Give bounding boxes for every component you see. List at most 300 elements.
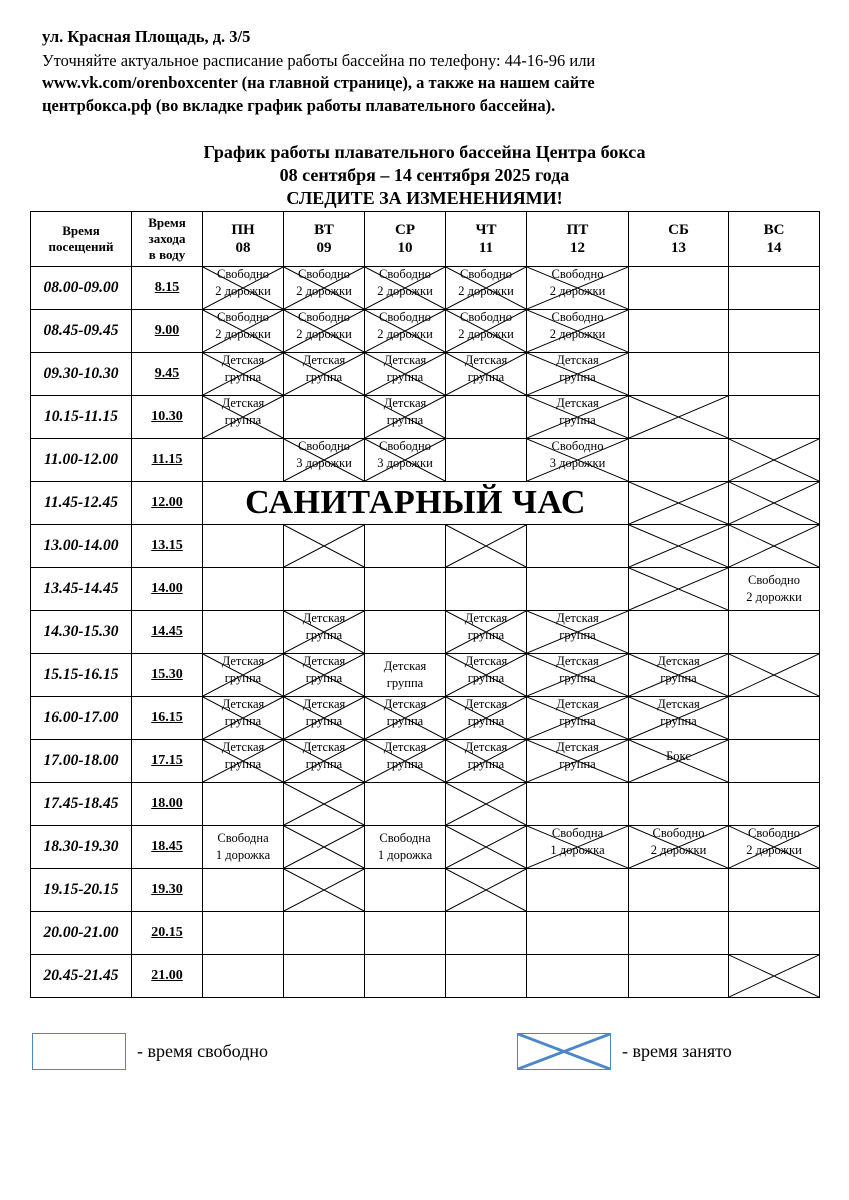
- table-row: [31, 482, 820, 525]
- schedule-cell-sun: [729, 482, 820, 525]
- entry-time-cell: 17.15: [132, 740, 203, 783]
- table-row: [31, 310, 820, 353]
- cell-text-line1: Свободна: [551, 826, 604, 840]
- cross-icon: [629, 396, 728, 438]
- schedule-cell-sun: [729, 912, 820, 955]
- entry-time-cell: 19.30: [132, 869, 203, 912]
- cell-text-line2: группа: [467, 370, 505, 384]
- table-row: [31, 869, 820, 912]
- schedule-cell-mon: [203, 611, 284, 654]
- table-row: [31, 439, 820, 482]
- schedule-cell-thu: [446, 869, 527, 912]
- cell-text-line1: Свободно: [551, 439, 604, 453]
- visit-time-cell: 13.00-14.00: [31, 525, 132, 568]
- entry-time-cell: 8.15: [132, 267, 203, 310]
- cell-text-line2: группа: [559, 370, 596, 384]
- cell-text-line2: группа: [467, 628, 505, 642]
- schedule-cell-tue: [284, 654, 365, 697]
- schedule-cell-wed: [365, 439, 446, 482]
- cell-text-line2: 2 дорожки: [650, 843, 707, 857]
- cell-text-line2: 3 дорожки: [549, 456, 606, 470]
- visit-time-header: Время посещений: [31, 212, 132, 267]
- cross-icon: [629, 568, 728, 610]
- schedule-cell-fri: [527, 740, 629, 783]
- schedule-cell-sat: [629, 482, 729, 525]
- cell-text-line1: Детская: [556, 654, 599, 668]
- cell-text-line2: группа: [386, 757, 424, 771]
- schedule-cell-sat: [629, 267, 729, 310]
- visit-time-cell: 11.45-12.45: [31, 482, 132, 525]
- cell-text-line1: Свободно: [551, 310, 604, 324]
- schedule-cell-fri: [527, 697, 629, 740]
- day-header-sun: ВС 14: [729, 212, 820, 267]
- table-row: [31, 740, 820, 783]
- day-header-wed: СР 10: [365, 212, 446, 267]
- schedule-cell-sun: [729, 353, 820, 396]
- schedule-cell-thu: [446, 396, 527, 439]
- cell-text-line2: группа: [660, 671, 697, 685]
- cross-icon: [629, 482, 728, 524]
- cell-text-line1: Детская: [464, 697, 508, 711]
- cell-text-line2: группа: [305, 628, 343, 642]
- schedule-title: График работы плавательного бассейна Центра бокса: [203, 142, 646, 162]
- schedule-cell-wed: [365, 783, 446, 826]
- schedule-cell-sun: [729, 396, 820, 439]
- schedule-cell-tue: [284, 396, 365, 439]
- cell-text-line1: Детская: [383, 659, 427, 673]
- cell-text-line1: Детская: [221, 697, 265, 711]
- schedule-cell-sun: [729, 310, 820, 353]
- visit-time-cell: 10.15-11.15: [31, 396, 132, 439]
- cell-text-line2: 2 дорожки: [458, 284, 514, 298]
- cell-text-line1: Детская: [464, 611, 508, 625]
- cross-icon: [518, 1034, 610, 1069]
- table-row: [31, 611, 820, 654]
- cell-text-line1: Свободно: [298, 267, 350, 281]
- entry-time-cell: 11.15: [132, 439, 203, 482]
- schedule-cell-thu: [446, 826, 527, 869]
- schedule-cell-thu: [446, 783, 527, 826]
- schedule-cell-mon: [203, 912, 284, 955]
- schedule-cell-sun: [729, 826, 820, 869]
- cross-icon: [729, 654, 819, 696]
- schedule-cell-fri: [527, 525, 629, 568]
- cross-icon: [446, 525, 526, 567]
- cell-text-line2: группа: [305, 370, 343, 384]
- cell-text-line1: Свободно: [652, 826, 705, 840]
- schedule-cell-sat: [629, 525, 729, 568]
- cell-text-line2: группа: [224, 714, 262, 728]
- schedule-cell-tue: [284, 912, 365, 955]
- cell-text-line1: Детская: [383, 353, 427, 367]
- address: ул. Красная Площадь, д. 3/5: [42, 27, 251, 46]
- schedule-cell-sat: [629, 869, 729, 912]
- visit-time-cell: 09.30-10.30: [31, 353, 132, 396]
- schedule-dates: 08 сентября – 14 сентября 2025 года: [279, 165, 570, 185]
- day-header-fri: ПТ 12: [527, 212, 629, 267]
- cell-text-line1: Детская: [556, 396, 599, 410]
- cell-text-line2: группа: [386, 370, 424, 384]
- visit-time-cell: 20.45-21.45: [31, 955, 132, 998]
- schedule-cell-fri: [527, 611, 629, 654]
- schedule-cell-mon: [203, 525, 284, 568]
- table-row: [31, 697, 820, 740]
- cell-text-line1: Свободно: [298, 439, 350, 453]
- cell-text-line2: 3 дорожки: [377, 456, 433, 470]
- info-line-phone: Уточняйте актуальное расписание работы бассейна по телефону: 44-16-96 или: [42, 51, 596, 70]
- schedule-cell-fri: [527, 568, 629, 611]
- schedule-cell-mon: [203, 740, 284, 783]
- cell-text-line2: группа: [660, 714, 697, 728]
- entry-time-cell: 16.15: [132, 697, 203, 740]
- schedule-cell-wed: [365, 826, 446, 869]
- cell-text-line2: 2 дорожки: [458, 327, 514, 341]
- cell-text-line2: группа: [467, 714, 505, 728]
- entry-time-cell: 21.00: [132, 955, 203, 998]
- schedule-cell-tue: [284, 525, 365, 568]
- table-row: [31, 525, 820, 568]
- cell-text-line1: Свободно: [460, 267, 512, 281]
- table-row: [31, 568, 820, 611]
- cell-text-line1: Детская: [221, 353, 265, 367]
- schedule-cell-fri: [527, 826, 629, 869]
- cell-text-line1: Детская: [221, 396, 265, 410]
- schedule-cell-tue: [284, 568, 365, 611]
- schedule-cell-thu: [446, 568, 527, 611]
- cell-text-line1: Детская: [556, 740, 599, 754]
- table-row: [31, 353, 820, 396]
- schedule-cell-mon: [203, 783, 284, 826]
- schedule-cell-sat: [629, 740, 729, 783]
- schedule-cell-wed: [365, 912, 446, 955]
- schedule-cell-mon: [203, 353, 284, 396]
- sanitary-hour-cell: САНИТАРНЫЙ ЧАС: [203, 482, 629, 525]
- info-line-site: центрбокса.рф (во вкладке график работы плавательного бассейна).: [42, 96, 556, 115]
- schedule-cell-mon: [203, 568, 284, 611]
- cell-text-line1: Свободно: [379, 310, 431, 324]
- schedule-cell-thu: [446, 697, 527, 740]
- schedule-cell-tue: [284, 955, 365, 998]
- visit-time-cell: 08.45-09.45: [31, 310, 132, 353]
- cell-text-line1: Свободна: [217, 831, 269, 845]
- cell-text-line2: группа: [559, 671, 596, 685]
- cell-text-line1: Детская: [383, 740, 427, 754]
- cell-text-line1: Бокс: [666, 748, 691, 763]
- cell-text-line1: Детская: [556, 611, 599, 625]
- cell-text-line2: группа: [467, 757, 505, 771]
- cell-text-line1: Детская: [383, 396, 427, 410]
- schedule-cell-sat: [629, 353, 729, 396]
- schedule-cell-sun: [729, 697, 820, 740]
- table-row: [31, 396, 820, 439]
- schedule-cell-sat: [629, 826, 729, 869]
- cell-text-line1: Детская: [657, 654, 700, 668]
- info-line-vk: www.vk.com/orenboxcenter (на главной странице), а также на нашем сайте: [42, 73, 595, 92]
- visit-time-cell: 18.30-19.30: [31, 826, 132, 869]
- cell-text-line2: группа: [386, 714, 424, 728]
- schedule-cell-tue: [284, 826, 365, 869]
- cell-text-line2: группа: [559, 413, 596, 427]
- cell-text-line2: 1 дорожка: [215, 848, 271, 862]
- schedule-warning: СЛЕДИТЕ ЗА ИЗМЕНЕНИЯМИ!: [286, 188, 563, 208]
- cell-text-line2: 1 дорожка: [550, 843, 605, 857]
- cell-text-line1: Детская: [556, 697, 599, 711]
- schedule-cell-fri: [527, 869, 629, 912]
- schedule-cell-mon: [203, 267, 284, 310]
- cell-text-line2: группа: [224, 671, 262, 685]
- cell-text-line2: группа: [305, 714, 343, 728]
- table-row: [31, 912, 820, 955]
- schedule-cell-sat: [629, 611, 729, 654]
- schedule-cell-fri: [527, 783, 629, 826]
- schedule-cell-fri: [527, 439, 629, 482]
- cell-text-line2: группа: [559, 714, 596, 728]
- schedule-cell-wed: [365, 568, 446, 611]
- cell-text-line2: группа: [386, 413, 424, 427]
- cross-icon: [729, 525, 819, 567]
- visit-time-cell: 11.00-12.00: [31, 439, 132, 482]
- cell-text-line2: группа: [224, 413, 262, 427]
- schedule-cell-sun: [729, 740, 820, 783]
- cell-text-line1: Детская: [383, 697, 427, 711]
- schedule-cell-mon: [203, 955, 284, 998]
- entry-time-cell: 10.30: [132, 396, 203, 439]
- cell-text-line1: Свободно: [379, 267, 431, 281]
- cross-icon: [284, 869, 364, 911]
- cell-text-line1: Детская: [302, 697, 346, 711]
- cell-text-line1: Свободно: [217, 267, 269, 281]
- visit-time-cell: 19.15-20.15: [31, 869, 132, 912]
- schedule-cell-tue: [284, 740, 365, 783]
- schedule-cell-wed: [365, 267, 446, 310]
- cross-icon: [729, 482, 819, 524]
- schedule-cell-tue: [284, 310, 365, 353]
- cell-text-line1: Свободно: [748, 826, 800, 840]
- cell-text-line1: Детская: [302, 654, 346, 668]
- schedule-cell-thu: [446, 310, 527, 353]
- entry-time-cell: 20.15: [132, 912, 203, 955]
- schedule-cell-tue: [284, 439, 365, 482]
- schedule-cell-fri: [527, 310, 629, 353]
- cell-text-line2: группа: [559, 757, 596, 771]
- entry-time-cell: 18.45: [132, 826, 203, 869]
- schedule-table: [30, 211, 820, 998]
- cell-text-line2: группа: [305, 757, 343, 771]
- entry-time-header: Время захода в воду: [132, 212, 203, 267]
- schedule-cell-wed: [365, 310, 446, 353]
- table-row: [31, 654, 820, 697]
- day-header-mon: ПН 08: [203, 212, 284, 267]
- cell-text-line1: Свободна: [379, 831, 431, 845]
- cell-text-line2: группа: [386, 676, 424, 690]
- cell-text-line1: Детская: [464, 654, 508, 668]
- cell-text-line2: 2 дорожки: [549, 284, 606, 298]
- schedule-cell-mon: [203, 439, 284, 482]
- cell-text-line2: группа: [559, 628, 596, 642]
- cell-text-line2: 2 дорожки: [377, 284, 433, 298]
- schedule-cell-mon: [203, 654, 284, 697]
- cross-icon: [446, 869, 526, 911]
- legend-busy-label: - время занято: [622, 1041, 732, 1061]
- cross-icon: [446, 783, 526, 825]
- schedule-cell-sat: [629, 783, 729, 826]
- schedule-cell-fri: [527, 396, 629, 439]
- schedule-cell-mon: [203, 697, 284, 740]
- schedule-cell-sat: [629, 697, 729, 740]
- table-row: [31, 267, 820, 310]
- schedule-cell-thu: [446, 525, 527, 568]
- cell-text-line1: Детская: [464, 740, 508, 754]
- cell-text-line2: 2 дорожки: [746, 590, 802, 604]
- day-header-tue: ВТ 09: [284, 212, 365, 267]
- cell-text-line1: Детская: [302, 353, 346, 367]
- schedule-cell-wed: [365, 611, 446, 654]
- schedule-cell-wed: [365, 955, 446, 998]
- schedule-cell-wed: [365, 740, 446, 783]
- schedule-cell-tue: [284, 267, 365, 310]
- schedule-cell-fri: [527, 353, 629, 396]
- cell-text-line2: 2 дорожки: [296, 284, 352, 298]
- schedule-cell-tue: [284, 783, 365, 826]
- schedule-cell-fri: [527, 955, 629, 998]
- cross-icon: [629, 525, 728, 567]
- schedule-cell-thu: [446, 740, 527, 783]
- schedule-cell-sun: [729, 525, 820, 568]
- schedule-cell-sat: [629, 955, 729, 998]
- entry-time-cell: 14.45: [132, 611, 203, 654]
- cell-text-line2: 2 дорожки: [549, 327, 606, 341]
- schedule-cell-sun: [729, 955, 820, 998]
- entry-time-cell: 13.15: [132, 525, 203, 568]
- schedule-cell-wed: [365, 396, 446, 439]
- schedule-cell-sat: [629, 310, 729, 353]
- schedule-cell-sun: [729, 611, 820, 654]
- visit-time-cell: 14.30-15.30: [31, 611, 132, 654]
- schedule-cell-sun: [729, 869, 820, 912]
- cell-text-line1: Свободно: [551, 267, 604, 281]
- cross-icon: [729, 955, 819, 997]
- cell-text-line1: Свободно: [460, 310, 512, 324]
- schedule-cell-thu: [446, 353, 527, 396]
- cross-icon: [284, 525, 364, 567]
- cross-icon: [729, 439, 819, 481]
- cross-icon: [284, 783, 364, 825]
- schedule-cell-mon: [203, 826, 284, 869]
- schedule-cell-tue: [284, 697, 365, 740]
- schedule-cell-thu: [446, 955, 527, 998]
- visit-time-cell: 17.45-18.45: [31, 783, 132, 826]
- legend-free-swatch: [32, 1033, 126, 1070]
- cell-text-line1: Свободно: [748, 573, 800, 587]
- entry-time-cell: 9.00: [132, 310, 203, 353]
- cell-text-line2: 2 дорожки: [746, 843, 802, 857]
- day-header-sat: СБ 13: [629, 212, 729, 267]
- schedule-cell-sun: [729, 654, 820, 697]
- schedule-cell-tue: [284, 353, 365, 396]
- schedule-cell-thu: [446, 611, 527, 654]
- cell-text-line2: 2 дорожки: [215, 284, 271, 298]
- schedule-cell-sun: [729, 267, 820, 310]
- table-row: [31, 826, 820, 869]
- entry-time-cell: 14.00: [132, 568, 203, 611]
- schedule-cell-sun: [729, 439, 820, 482]
- schedule-cell-wed: [365, 353, 446, 396]
- schedule-cell-tue: [284, 869, 365, 912]
- cell-text-line1: Детская: [657, 697, 700, 711]
- cell-text-line2: 2 дорожки: [377, 327, 433, 341]
- schedule-cell-wed: [365, 869, 446, 912]
- schedule-cell-fri: [527, 654, 629, 697]
- cell-text-line2: 1 дорожка: [377, 848, 433, 862]
- cell-text-line2: группа: [224, 757, 262, 771]
- schedule-cell-sat: [629, 439, 729, 482]
- cell-text-line1: Детская: [556, 353, 599, 367]
- schedule-cell-sat: [629, 396, 729, 439]
- cross-icon: [446, 826, 526, 868]
- cell-text-line1: Свободно: [379, 439, 431, 453]
- cell-text-line2: 3 дорожки: [296, 456, 352, 470]
- schedule-cell-wed: [365, 654, 446, 697]
- visit-time-cell: 16.00-17.00: [31, 697, 132, 740]
- schedule-cell-fri: [527, 267, 629, 310]
- cell-text-line1: Детская: [302, 611, 346, 625]
- schedule-cell-mon: [203, 396, 284, 439]
- visit-time-cell: 20.00-21.00: [31, 912, 132, 955]
- cell-text-line1: Детская: [221, 654, 265, 668]
- schedule-cell-wed: [365, 697, 446, 740]
- cell-text-line1: Свободно: [298, 310, 350, 324]
- schedule-cell-mon: [203, 869, 284, 912]
- cell-text-line2: 2 дорожки: [215, 327, 271, 341]
- schedule-cell-sun: [729, 783, 820, 826]
- cell-text-line1: Детская: [302, 740, 346, 754]
- entry-time-cell: 9.45: [132, 353, 203, 396]
- schedule-cell-thu: [446, 439, 527, 482]
- visit-time-cell: 13.45-14.45: [31, 568, 132, 611]
- table-row: [31, 783, 820, 826]
- table-row: [31, 955, 820, 998]
- schedule-cell-thu: [446, 912, 527, 955]
- schedule-cell-sat: [629, 912, 729, 955]
- cell-text-line1: Детская: [221, 740, 265, 754]
- schedule-cell-sun: [729, 568, 820, 611]
- schedule-cell-sat: [629, 568, 729, 611]
- visit-time-cell: 17.00-18.00: [31, 740, 132, 783]
- schedule-cell-sat: [629, 654, 729, 697]
- header-row: [31, 212, 820, 267]
- schedule-cell-mon: [203, 310, 284, 353]
- legend-free-label: - время свободно: [137, 1041, 268, 1061]
- cell-text-line1: Свободно: [217, 310, 269, 324]
- cell-text-line2: группа: [305, 671, 343, 685]
- visit-time-cell: 08.00-09.00: [31, 267, 132, 310]
- cell-text-line2: 2 дорожки: [296, 327, 352, 341]
- schedule-cell-thu: [446, 654, 527, 697]
- cell-text-line1: Детская: [464, 353, 508, 367]
- legend-busy-swatch: [517, 1033, 611, 1070]
- entry-time-cell: 12.00: [132, 482, 203, 525]
- cell-text-line2: группа: [467, 671, 505, 685]
- entry-time-cell: 18.00: [132, 783, 203, 826]
- schedule-cell-thu: [446, 267, 527, 310]
- visit-time-cell: 15.15-16.15: [31, 654, 132, 697]
- day-header-thu: ЧТ 11: [446, 212, 527, 267]
- cross-icon: [284, 826, 364, 868]
- schedule-cell-tue: [284, 611, 365, 654]
- schedule-cell-fri: [527, 912, 629, 955]
- cell-text-line2: группа: [224, 370, 262, 384]
- schedule-cell-wed: [365, 525, 446, 568]
